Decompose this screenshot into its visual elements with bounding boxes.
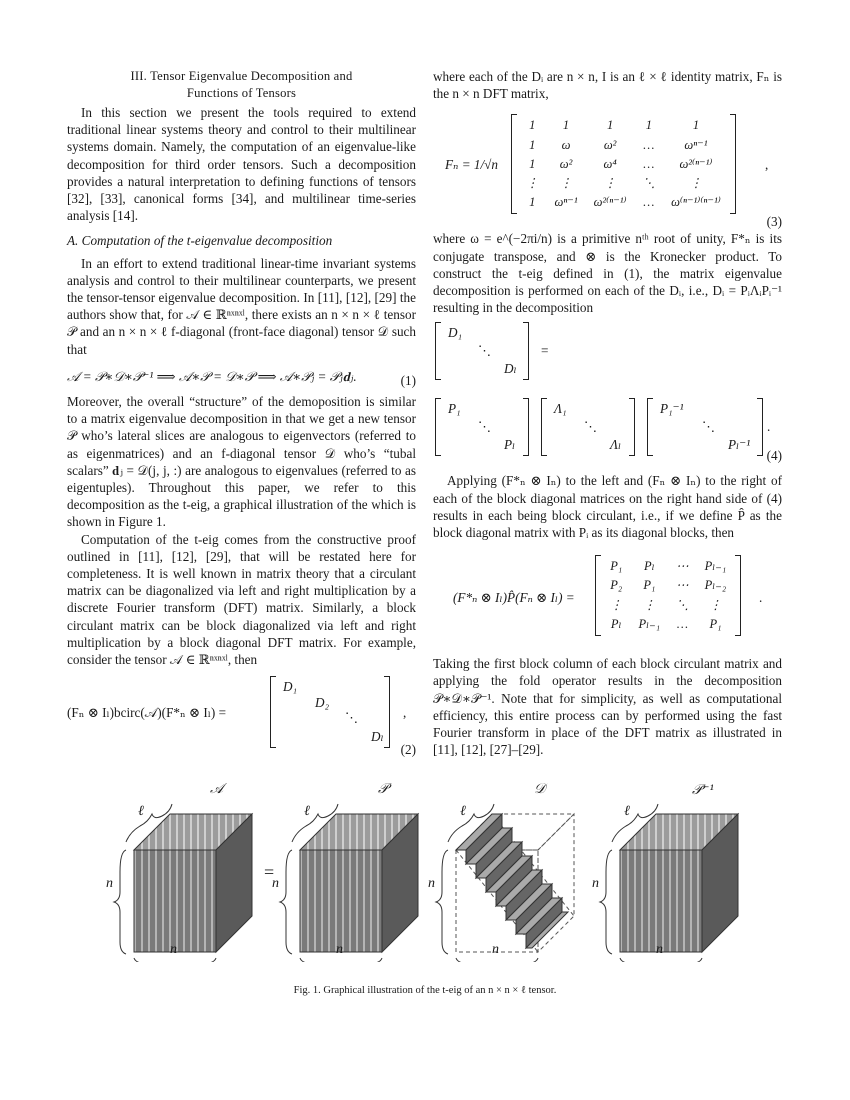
equation-5	[433, 553, 782, 645]
subsection-title: A. Computation of the t-eigenvalue decomposition	[67, 233, 333, 249]
eq4-pl: Pₗ	[504, 437, 516, 453]
bc-cell: Pₗ	[643, 559, 655, 574]
bc-cell: Pₗ₋₁	[638, 616, 661, 631]
dft-cell: ⋮	[689, 176, 703, 191]
dft-cell: 1	[529, 118, 536, 133]
equation-4-bottom	[433, 398, 782, 466]
bc-cell: Pₗ	[610, 616, 622, 631]
diagonal-staircase	[456, 814, 568, 948]
figure-caption: Fig. 1. Graphical illustration of the t-eig of an n × n × ℓ tensor.	[293, 985, 557, 996]
label-tensor-d: 𝒟	[534, 782, 546, 797]
tensor-p-cube	[300, 814, 418, 952]
eq4-p1: P₁	[448, 401, 461, 417]
equation-3	[433, 112, 782, 230]
section-heading	[67, 68, 416, 102]
eq4-plinv: Pₗ⁻¹	[728, 437, 751, 453]
dim-n-pinv-horizontal: n	[656, 942, 663, 957]
eq4-d-matrix	[435, 322, 529, 380]
block-circulant-table	[602, 557, 734, 634]
dft-cell: 1	[562, 118, 570, 133]
dim-n-a-vertical: n	[106, 876, 113, 891]
bc-cell: P₂	[610, 578, 623, 593]
dft-cell: 1	[529, 156, 536, 171]
subsection-para3: Computation of the t-eig comes from the constructive proof outlined in [11], [12], [29], that will be restated here for completeness. It is well known in matrix theory that a circulant matrix can be diagonalized via left and right multiplication by a discrete Fourier transform (DFT) matrix. Similarly, a block circulant matrix can be block diagonalized via left and right multiplication by a block diagonal DFT matrix. For example, consider the tensor 𝒜 ∈ ℝⁿˣⁿˣˡ, then	[67, 531, 416, 668]
dft-matrix	[511, 114, 736, 214]
bc-cell: ⋮	[610, 597, 623, 612]
dft-cell: ω²⁽ⁿ⁻¹⁾	[593, 195, 627, 210]
equation-5-lhs: (F*ₙ ⊗ Iₗ)P̂(Fₙ ⊗ Iₗ) =	[453, 590, 575, 606]
dim-l-a: ℓ	[138, 804, 144, 819]
label-tensor-a: 𝒜	[210, 782, 224, 797]
bc-cell: ⋱	[676, 597, 689, 612]
right-para2: where ω = e^(−2πi/n) is a primitive nᵗʰ root of unity, F*ₙ is its conjugate transpose, and ⊗ is the Kronecker product. To construct the t-eig defined in (1), the matrix eigenvalue decomposition is performed on each of the Dᵢ, i.e., Dᵢ = PᵢΛᵢPᵢ⁻¹ resulting in the decomposition	[433, 231, 782, 316]
left-column	[67, 68, 416, 760]
dft-cell: 1	[606, 118, 614, 133]
dim-l-pinv: ℓ	[624, 804, 630, 819]
dft-cell: ⋮	[603, 176, 617, 191]
eq2-comma: ,	[403, 705, 407, 721]
eq4-dl: Dₗ	[504, 361, 517, 377]
eq3-comma: ,	[765, 157, 769, 173]
eq4-p-matrix	[435, 398, 529, 456]
dft-cell: ω	[561, 137, 571, 152]
dft-cell: …	[643, 137, 655, 152]
bc-cell: ⋯	[676, 559, 689, 574]
eq4-lddots: ⋱	[584, 419, 598, 435]
equation-2-lhs: (Fₙ ⊗ Iₗ)bcirc(𝒜)(F*ₙ ⊗ Iₗ) =	[67, 705, 227, 721]
dim-n-d-horizontal: n	[492, 942, 499, 957]
bc-cell: ⋮	[709, 597, 722, 612]
bc-cell: Pₗ₋₂	[704, 578, 727, 593]
right-column	[433, 68, 782, 758]
right-para1: where each of the Dᵢ are n × n, I is an ℓ × ℓ identity matrix, Fₙ is the n × n DFT matrix,	[433, 69, 782, 102]
eq4-ddots: ⋱	[478, 343, 492, 359]
eq2-d2: D₂	[315, 695, 330, 711]
label-tensor-pinv: 𝒫⁻¹	[692, 783, 714, 798]
bc-cell: P₁	[610, 559, 623, 574]
equation-4-number: (4)	[766, 448, 782, 464]
right-para4: Taking the first block column of each block circulant matrix and applying the fold operator results in the decomposition 𝒫∗𝒟∗𝒫⁻¹. Note that for simplicity, as well as computational efficiency, this entire process can by performed using the fast Fourier transform in place of the DFT matrix as illustrated in [11], [12], [27]–[29].	[433, 656, 782, 758]
dft-cell: …	[643, 156, 655, 171]
eq4-pinv-matrix	[647, 398, 763, 456]
equals-sign: =	[264, 862, 275, 882]
eq2-d1: D₁	[283, 679, 298, 695]
dft-cell: …	[643, 195, 655, 210]
section-heading-line2: Functions of Tensors	[186, 86, 297, 100]
dft-cell: ω²	[559, 156, 573, 171]
dft-cell: ωⁿ⁻¹	[554, 195, 578, 210]
eq4-lambda-matrix	[541, 398, 635, 456]
eq4-piddots: ⋱	[702, 419, 716, 435]
figure-1	[100, 782, 750, 962]
equation-3-number: (3)	[766, 214, 782, 230]
tensor-a-cube	[134, 814, 252, 952]
dim-n-pinv-vertical: n	[592, 876, 599, 891]
equation-1-body: 𝒜 = 𝒫∗𝒟∗𝒫⁻¹ ⟹ 𝒜∗𝒫 = 𝒟∗𝒫 ⟹ 𝒜∗𝒫ⱼ = 𝒫ⱼ𝐝ⱼ.	[67, 368, 357, 384]
eq4-pddots: ⋱	[478, 419, 492, 435]
bc-cell: ⋮	[643, 597, 656, 612]
eq4-period: .	[767, 419, 771, 435]
section-intro: In this section we present the tools required to extend traditional linear systems theory and control to their multilinear systems domain. Namely, the computation of an eigenvalue-like decomposition for third order tensors. Such a decomposition provides a natural interpretation to defining functions of tensors [32], [33], canonical forms [34], and multilinear time-series analysis [14].	[67, 105, 416, 224]
dim-l-d: ℓ	[460, 804, 466, 819]
dim-n-p-horizontal: n	[336, 942, 343, 957]
dim-n-a-horizontal: n	[170, 942, 177, 957]
eq2-ddots: ⋱	[345, 710, 359, 726]
equation-1-number: (1)	[400, 372, 416, 388]
equation-4-top	[433, 322, 782, 384]
bc-cell: …	[676, 616, 688, 631]
dft-cell: ω⁴	[603, 156, 617, 171]
block-circulant-matrix	[595, 555, 741, 636]
dft-cell: ⋮	[526, 176, 539, 191]
eq5-period: .	[759, 590, 763, 606]
dft-cell: ω²	[603, 137, 617, 152]
dft-cell: 1	[529, 137, 536, 152]
eq4-lambda1: Λ₁	[554, 401, 567, 417]
bc-cell: ⋯	[676, 578, 689, 593]
dft-cell: 1	[645, 118, 652, 133]
eq4-equals: =	[541, 343, 549, 359]
equation-2-number: (2)	[400, 742, 416, 758]
eq4-d1: D₁	[448, 325, 463, 341]
bc-cell: P₁	[709, 616, 722, 631]
equation-1	[67, 368, 416, 388]
dft-cell: ⋱	[642, 176, 656, 191]
tensor-pinv-cube	[620, 814, 738, 952]
bc-cell: Pₗ₋₁	[704, 559, 727, 574]
tensor-d-cube	[456, 814, 574, 952]
eq4-lambdal: Λₗ	[610, 437, 622, 453]
subsection-para1: In an effort to extend traditional linear-time invariant systems analysis and control to their multilinear counterparts, we present the tensor-tensor eigenvalue decomposition. In [11], [12], [29] the authors show that, for 𝒜 ∈ ℝⁿˣⁿˣˡ, there exists an n × n × ℓ tensor 𝒫 and an n × n × ℓ f-diagonal (front-face diagonal) tensor 𝒟 such that	[67, 255, 416, 357]
dim-l-p: ℓ	[304, 804, 310, 819]
equation-2	[67, 676, 416, 758]
section-heading-line1: III. Tensor Eigenvalue Decomposition and	[130, 69, 353, 83]
bc-cell: P₁	[643, 578, 656, 593]
right-para3: Applying (F*ₙ ⊗ Iₙ) to the left and (Fₙ ⊗ Iₙ) to the right of each of the block diagonal matrices on the right hand side of (4) results in each being block circulant, i.e., if we define P̂ as the block diagonal matrix with Pᵢ as its diagonal blocks, then	[433, 473, 782, 541]
eq2-dl: Dₗ	[371, 729, 384, 745]
dft-cell: ωⁿ⁻¹	[684, 137, 708, 152]
eq4-p1inv: P₁⁻¹	[660, 401, 684, 417]
dft-cell: ⋮	[559, 176, 573, 191]
dim-n-d-vertical: n	[428, 876, 435, 891]
dft-matrix-table	[518, 116, 729, 212]
figure-1-svg	[100, 782, 750, 962]
dft-cell: 1	[529, 195, 536, 210]
dft-cell: ω²⁽ⁿ⁻¹⁾	[679, 156, 713, 171]
equation-3-lhs: Fₙ = 1/√n	[445, 157, 498, 173]
equation-2-matrix	[270, 676, 390, 748]
subsection-para2: Moreover, the overall “structure” of the demoposition is similar to a matrix eigenvalue decomposition in that we get a new tensor 𝒫 who’s lateral slices are analogous to eigenvectors (referred to as eigenmatrices) and an f-diagonal tensor 𝒟 who’s “tubal scalars” 𝐝ⱼ = 𝒟(j, j, :) are analogous to eigenvalues (referred to as eigentuples). Throughout this paper, we refer to this decomposition as the t-eig, a graphical illustration of the which is shown in Figure 1.	[67, 394, 416, 530]
dim-n-p-vertical: n	[272, 876, 279, 891]
label-tensor-p: 𝒫	[378, 782, 389, 797]
dft-cell: ω⁽ⁿ⁻¹⁾⁽ⁿ⁻¹⁾	[671, 195, 721, 210]
dft-cell: 1	[692, 118, 700, 133]
